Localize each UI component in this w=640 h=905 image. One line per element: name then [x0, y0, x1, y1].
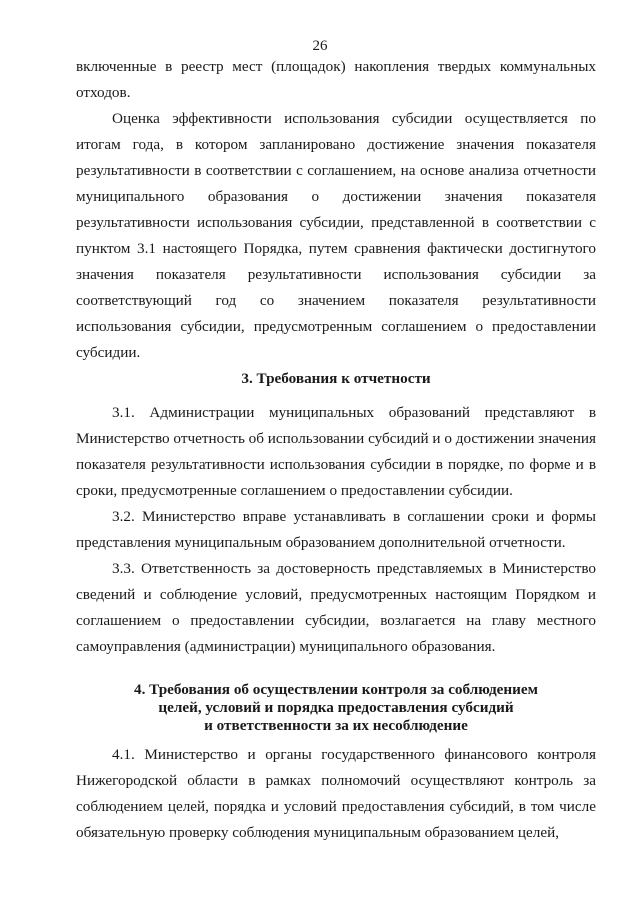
section-3-3-paragraph: 3.3. Ответственность за достоверность представляемых в Министерство сведений и соблюдение условий, предусмотренных настоящим Порядком и соглашением о предоставлении субсидии, возлагается на главу местного самоуправления (администрации) муниципального образования. [76, 560, 596, 655]
section-4-heading-line-1: 4. Требования об осуществлении контроля за соблюдением [133, 681, 539, 698]
section-4-1-paragraph: 4.1. Министерство и органы государственного финансового контроля Нижегородской области в рамках полномочий осуществляют контроль за соблюдением целей, порядка и условий предоставления субсидий, в том числе обязательную проверку соблюдения муниципальным образованием целей, [76, 746, 596, 841]
section-3-2-paragraph: 3.2. Министерство вправе устанавливать в соглашении сроки и формы представления муниципальным образованием дополнительной отчетности. [76, 508, 596, 551]
section-4-heading [76, 681, 596, 735]
section-4-heading-line-2: целей, условий и порядка предоставления субсидий [158, 699, 514, 716]
section-3-heading: 3. Требования к отчетности [241, 370, 431, 387]
section-4-heading-line-3: и ответственности за их несоблюдение [204, 717, 468, 734]
section-3-1-paragraph: 3.1. Администрации муниципальных образований представляют в Министерство отчетность об использовании субсидий и о достижении значения показателя результативности использования субсидии в порядке, по форме и в сроки, предусмотренные соглашением о предоставлении субсидии. [76, 404, 597, 499]
page-number: 26 [312, 38, 328, 54]
evaluation-paragraph: Оценка эффективности использования субсидии осуществляется по итогам года, в котором запланировано достижение значения показателя результативности в соответствии с соглашением, на основе анализа отчетности муниципального образования о достижении значения показателя результативности использования субсидии, представленной в соответствии с пунктом 3.1 настоящего Порядка, путем сравнения фактически достигнутого значения показателя результативности использования субсидии за соответствующий год со значением показателя результативности использования субсидии, предусмотренным соглашением о предоставлении субсидии. [76, 110, 596, 361]
continuation-paragraph: включенные в реестр мест (площадок) накопления твердых коммунальных отходов. [76, 58, 596, 101]
